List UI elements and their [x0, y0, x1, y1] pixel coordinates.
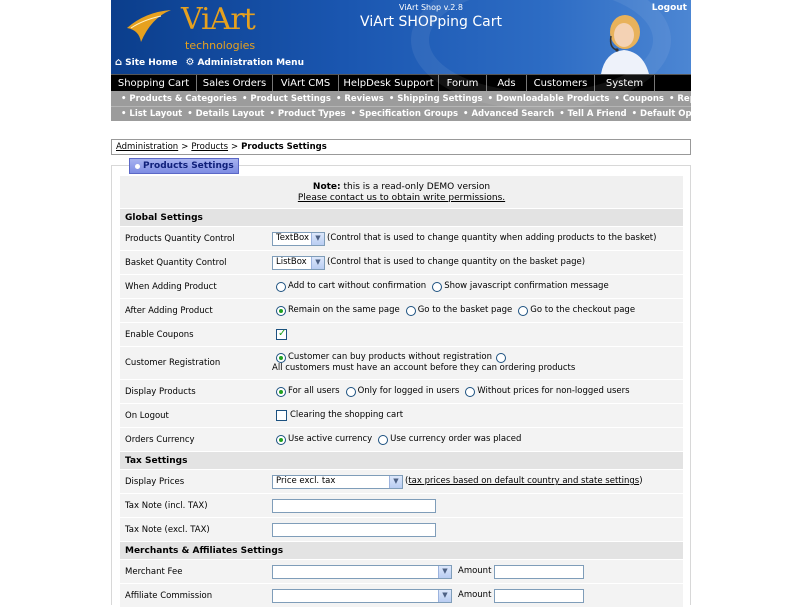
hint-open: (: [405, 476, 409, 486]
row-control: [272, 256, 683, 270]
row-label: On Logout: [125, 410, 169, 421]
row-customer-registration: [120, 347, 683, 379]
tax-settings-link[interactable]: tax prices based on default country and state settings: [408, 476, 640, 486]
row-tax-note-excl: [120, 518, 683, 541]
row-control: [272, 232, 683, 246]
option-order-currency[interactable]: [374, 434, 521, 445]
menu-forum[interactable]: Forum: [439, 75, 487, 91]
row-display-prices: [120, 470, 683, 493]
breadcrumb-administration[interactable]: Administration: [116, 142, 179, 152]
chevron-down-icon: ▼: [438, 590, 451, 602]
row-control: [272, 434, 683, 445]
row-hint: (Control that is used to change quantity on the basket page): [327, 257, 586, 267]
panel-tab-label: Products Settings: [143, 161, 234, 171]
radio-button[interactable]: [496, 353, 506, 363]
radio-button-selected[interactable]: [276, 353, 286, 363]
logo-text: ViArt: [181, 2, 255, 37]
breadcrumb-products[interactable]: Products: [191, 142, 229, 152]
menu-system[interactable]: System: [595, 75, 655, 91]
option-add-without-confirmation[interactable]: [272, 281, 426, 292]
option-label: Use active currency: [288, 434, 373, 444]
row-label: Display Products: [125, 386, 196, 397]
radio-button[interactable]: [518, 306, 528, 316]
demo-note: [120, 176, 683, 208]
row-basket-quantity-control: [120, 251, 683, 274]
option-show-confirmation[interactable]: [428, 281, 608, 292]
menu-helpdesk-support[interactable]: HelpDesk Support: [339, 75, 439, 91]
breadcrumb-separator: >: [231, 142, 239, 152]
row-control: [272, 589, 683, 603]
submenu-list-layout[interactable]: • List Layout: [121, 109, 182, 119]
affiliate-commission-select[interactable]: [272, 589, 452, 603]
row-control: [272, 352, 683, 374]
submenu-report[interactable]: • Report: [669, 94, 710, 104]
clear-cart-checkbox[interactable]: [276, 410, 287, 421]
submenu-advanced-search[interactable]: • Advanced Search: [463, 109, 554, 119]
logo-subtitle: technologies: [185, 39, 256, 52]
submenu-reviews[interactable]: • Reviews: [336, 94, 384, 104]
submenu-layouts: [111, 106, 716, 121]
row-control: [272, 565, 683, 579]
radio-button[interactable]: [346, 387, 356, 397]
enable-coupons-checkbox[interactable]: [276, 329, 287, 340]
select-value: Price excl. tax: [276, 476, 336, 486]
option-label: Show javascript confirmation message: [444, 281, 609, 291]
row-label: When Adding Product: [125, 281, 217, 292]
option-label: Use currency order was placed: [390, 434, 522, 444]
submenu-downloadable-products[interactable]: • Downloadable Products: [488, 94, 610, 104]
row-control: [272, 475, 683, 489]
site-links: [115, 58, 304, 68]
row-label: Tax Note (excl. TAX): [125, 524, 210, 535]
page-wrapper: [111, 0, 716, 601]
chevron-down-icon: ▼: [311, 233, 324, 245]
row-control: [272, 329, 683, 340]
option-label: Add to cart without confirmation: [288, 281, 427, 291]
settings-form: [120, 176, 683, 607]
row-label: Tax Note (incl. TAX): [125, 500, 208, 511]
row-when-adding-product: [120, 275, 683, 298]
header-banner: [111, 0, 691, 74]
select-value: TextBox: [276, 233, 309, 243]
row-control: [272, 386, 683, 397]
row-control: [272, 523, 683, 537]
site-home-link[interactable]: [115, 58, 177, 68]
radio-button-selected[interactable]: [276, 387, 286, 397]
option-label: Customer can buy products without registration: [288, 352, 492, 362]
shop-title: ViArt SHOPping Cart: [360, 14, 502, 30]
chevron-down-icon: ▼: [389, 476, 402, 488]
option-remain-on-page[interactable]: [272, 305, 400, 316]
menu-customers[interactable]: Customers: [527, 75, 595, 91]
row-products-quantity-control: [120, 227, 683, 250]
menu-viart-cms[interactable]: ViArt CMS: [273, 75, 339, 91]
radio-button[interactable]: [276, 282, 286, 292]
chevron-down-icon: ▼: [311, 257, 324, 269]
option-label: Without prices for non-logged users: [477, 386, 630, 396]
breadcrumb: [111, 139, 691, 155]
submenu-specification-groups[interactable]: • Specification Groups: [351, 109, 458, 119]
bullet-icon: [135, 164, 140, 169]
quantity-control-select[interactable]: [272, 232, 325, 246]
row-after-adding-product: [120, 299, 683, 322]
hint-close: ): [639, 476, 643, 486]
row-orders-currency: [120, 428, 683, 451]
gear-icon: ⚙: [185, 57, 195, 68]
option-without-prices[interactable]: [461, 386, 629, 397]
option-label: Remain on the same page: [288, 305, 400, 315]
row-tax-note-incl: [120, 494, 683, 517]
row-hint: [405, 476, 643, 487]
radio-button-selected[interactable]: [276, 306, 286, 316]
basket-quantity-select[interactable]: [272, 256, 325, 270]
section-tax-settings: Tax Settings: [120, 452, 683, 469]
select-value: ListBox: [276, 257, 307, 267]
radio-button[interactable]: [465, 387, 475, 397]
support-operator-image: [591, 8, 655, 74]
tax-note-incl-input[interactable]: [272, 499, 436, 513]
radio-button[interactable]: [406, 306, 416, 316]
breadcrumb-current: Products Settings: [241, 142, 327, 152]
row-enable-coupons: [120, 323, 683, 346]
row-control: [272, 410, 683, 421]
logout-link[interactable]: Logout: [651, 3, 687, 13]
option-label: Only for logged in users: [357, 386, 460, 396]
row-hint: (Control that is used to change quantity when adding products to the basket): [327, 233, 657, 243]
radio-button[interactable]: [432, 282, 442, 292]
submenu-default-options[interactable]: • Default Options: [632, 109, 716, 119]
row-control: [272, 499, 683, 513]
submenu-product-types[interactable]: • Product Types: [269, 109, 345, 119]
menu-sales-orders[interactable]: Sales Orders: [197, 75, 273, 91]
option-logged-in-users[interactable]: [342, 386, 460, 397]
submenu-shipping-settings[interactable]: • Shipping Settings: [389, 94, 483, 104]
section-merchants-affiliates: Merchants & Affiliates Settings: [120, 542, 683, 559]
admin-menu-label: Administration Menu: [197, 58, 304, 68]
row-label: Orders Currency: [125, 434, 195, 445]
row-label: Enable Coupons: [125, 329, 194, 340]
submenu-coupons[interactable]: • Coupons: [614, 94, 664, 104]
row-label: Display Prices: [125, 476, 185, 487]
submenu-details-layout[interactable]: • Details Layout: [187, 109, 264, 119]
row-label: Affiliate Commission: [125, 590, 213, 601]
amount-label: Amount: [458, 566, 492, 576]
option-all-users[interactable]: [272, 386, 340, 397]
row-control: [272, 281, 683, 292]
row-label: After Adding Product: [125, 305, 213, 316]
panel-tab: [129, 158, 239, 174]
merchant-fee-amount-input[interactable]: [494, 565, 584, 579]
submenu-products-categories[interactable]: • Products & Categories: [121, 94, 237, 104]
viart-logo-icon: [125, 8, 173, 46]
option-active-currency[interactable]: [272, 434, 372, 445]
row-affiliate-commission: [120, 584, 683, 607]
amount-label: Amount: [458, 590, 492, 600]
site-home-label: Site Home: [125, 58, 178, 68]
row-merchant-fee: [120, 560, 683, 583]
section-global-settings: Global Settings: [120, 209, 683, 226]
shop-version: ViArt Shop v.2.8: [398, 3, 463, 12]
submenu-product-settings[interactable]: • Product Settings: [242, 94, 331, 104]
option-go-to-basket[interactable]: [402, 305, 513, 316]
menu-shopping-cart[interactable]: Shopping Cart: [111, 75, 197, 91]
row-control: [272, 305, 683, 316]
row-display-products: [120, 380, 683, 403]
row-label: Basket Quantity Control: [125, 257, 227, 268]
row-label: Products Quantity Control: [125, 233, 235, 244]
contact-link[interactable]: Please contact us to obtain write permissions.: [297, 193, 506, 203]
note-line: [120, 182, 683, 193]
menu-ads[interactable]: Ads: [487, 75, 527, 91]
row-label: Customer Registration: [125, 358, 221, 368]
radio-button[interactable]: [378, 435, 388, 445]
row-label: Merchant Fee: [125, 566, 183, 577]
option-label: Go to the basket page: [417, 305, 513, 315]
row-on-logout: [120, 404, 683, 427]
option-go-to-checkout[interactable]: [514, 305, 635, 316]
note-label: Note:: [312, 182, 341, 192]
affiliate-commission-amount-input[interactable]: [494, 589, 584, 603]
submenu-tell-a-friend[interactable]: • Tell A Friend: [559, 109, 626, 119]
option-label: For all users: [288, 386, 340, 396]
option-label: Clearing the shopping cart: [290, 410, 404, 420]
display-prices-select[interactable]: [272, 475, 403, 489]
option-label: Go to the checkout page: [530, 305, 636, 315]
radio-button-selected[interactable]: [276, 435, 286, 445]
option-label: All customers must have an account before they can ordering products: [272, 363, 576, 373]
breadcrumb-separator: >: [181, 142, 189, 152]
tax-note-excl-input[interactable]: [272, 523, 436, 537]
note-text: this is a read-only DEMO version: [340, 182, 491, 192]
menu-filler: [655, 75, 691, 91]
chevron-down-icon: ▼: [438, 566, 451, 578]
home-icon: ⌂: [115, 57, 123, 68]
merchant-fee-select[interactable]: [272, 565, 452, 579]
admin-menu-link[interactable]: [185, 58, 304, 68]
